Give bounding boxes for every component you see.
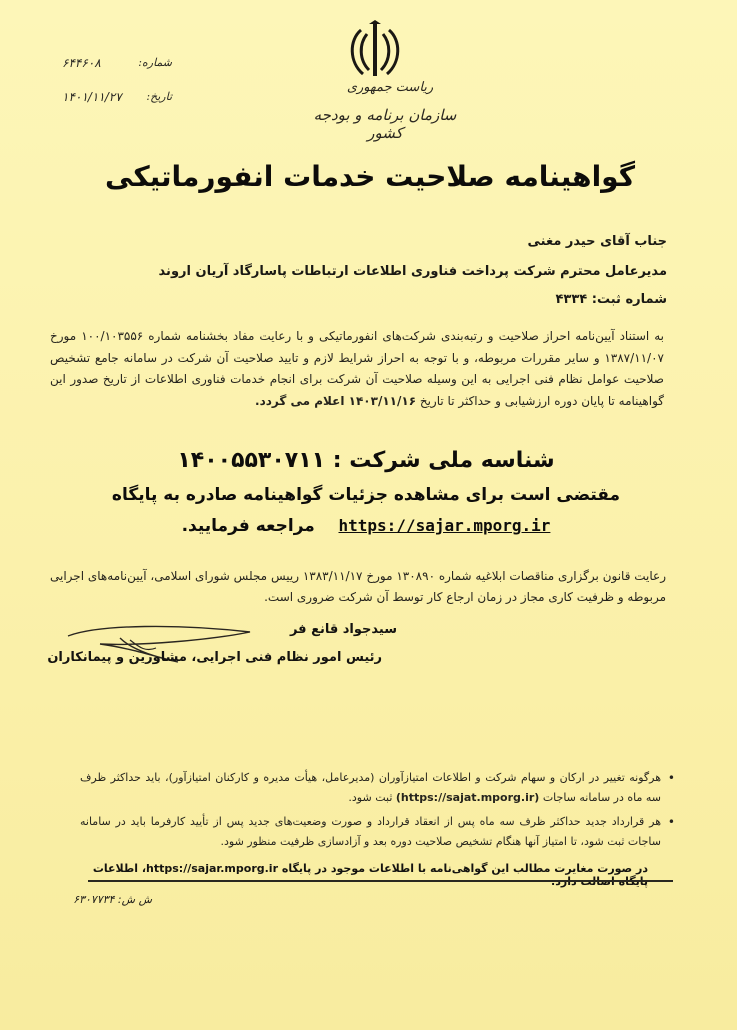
national-id: شناسه ملی شرکت : ۱۴۰۰۵۵۳۰۷۱۱ [177,448,555,473]
certificate-body-text: به استناد آیین‌نامه احراز صلاحیت و رتبه‌بندی شرکت‌های انفورماتیکی و با رعایت مفاد بخشنامه شماره ۱۰۰/۱۰۳۵۵۶ مورخ ۱۳۸۷/۱۱/۰۷ و سایر مقررات مربوطه، و با توجه به احراز شرایط لازم و تایید صلاحیت آن شرکت در سامانه جامع تشخیص صلاحیت عوامل نظام فنی اجرایی به این وسیله صلاحیت آن شرکت برای انجام خدمات فناوری اطلاعات از تاریخ صدور این گواهینامه تا پایان دوره ارزشیابی و حداکثر تا تاریخ [50,329,664,408]
note-item [80,768,675,808]
note-text: هر قرارداد جدید حداکثر ظرف سه ماه پس از انعقاد قرارداد و صورت وضعیت‌های جدید پس از تأیید کارفرما باید در سامانه ساجات ثبت شود، تا امتیاز آنها هنگام تشخیص صلاحیت دوره بعد و آزادسازی ظرفیت منظور شود. [80,815,661,848]
letter-date-value: ۱۴۰۱/۱۱/۲۷ [62,90,122,104]
sajat-link[interactable]: (https://sajat.mporg.ir) [395,791,540,804]
letter-number-value: ۶۴۴۶۰۸ [62,56,101,70]
letter-date [62,90,172,104]
signatory-title: رئیس امور نظام فنی اجرایی، مشاورین و پیمانکاران [47,650,382,665]
note-tail: ثبت شود. [348,791,393,804]
addressee-salutation: جناب آقای حیدر مغنی [527,234,667,249]
signatory-name: سیدجواد قانع فر [289,622,397,637]
note-item [80,812,675,852]
certificate-body-expiry: ۱۴۰۳/۱۱/۱۶ اعلام می گردد. [255,393,417,408]
bullet-icon: • [667,771,675,785]
law-compliance-text: رعایت قانون برگزاری مناقصات ابلاغیه شماره ۱۳۰۸۹۰ مورخ ۱۳۸۳/۱۱/۱۷ رییس مجلس شورای اسلامی، آیین‌نامه‌های اجرایی مربوطه و ظرفیت کاری مجاز در زمان ارجاع کار توسط آن شرکت ضروری است. [50,569,666,604]
page-title: گواهینامه صلاحیت خدمات انفورماتیکی [104,160,636,193]
iran-emblem-icon [345,20,405,82]
sajar-link[interactable]: https://sajar.mporg.ir [338,516,551,535]
request-line: مقتضی است برای مشاهده جزئیات گواهینامه صادره به پایگاه [111,485,621,505]
registration-number: شماره ثبت: ۴۳۳۴ [555,292,667,307]
certificate-body [50,326,664,412]
notes-list [80,768,675,856]
note-text: هرگونه تغییر در ارکان و سهام شرکت و اطلاعات امتیازآوران (مدیرعامل، هیأت مدیره و کارکنان امتیازآور)، باید حداکثر ظرف سه ماه در سامانه ساجات [80,771,661,804]
bullet-icon: • [667,815,675,829]
org-line-budget-organization: سازمان برنامه و بودجه کشور [313,106,457,142]
divider [88,880,673,882]
discrepancy-note: در صورت مغایرت مطالب این گواهی‌نامه با اطلاعات موجود در پایگاه https://sajar.mporg.ir، اطلاعات [92,862,648,875]
letter-number [62,56,172,70]
addressee-position: مدیرعامل محترم شرکت پرداخت فناوری اطلاعات ارتباطات پاسارگاد آریان اروند [158,264,667,279]
letter-number-label: شماره: [138,56,172,69]
refer-text: مراجعه فرمایید. [181,516,315,536]
org-line-presidency: ریاست جمهوری [346,80,434,95]
url-line [60,516,672,536]
footer-code: ش ش: ۶۳۰۷۷۳۴ [73,893,152,906]
letter-date-label: تاریخ: [146,90,172,103]
